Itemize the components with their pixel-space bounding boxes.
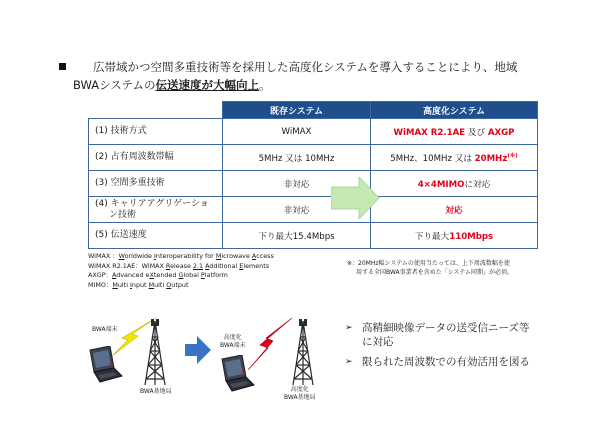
footnote: ※：20MHz幅システムの使用当たっては、上下周波数幅を使 用する全国BWA事業者を含めた「システム同期」が必須。 bbox=[347, 260, 514, 276]
square-bullet-icon bbox=[59, 63, 66, 70]
row-item-label: (3) 空間多重技術 bbox=[89, 171, 223, 197]
arrow-bullet-icon: ➢ bbox=[345, 323, 353, 333]
green-arrow-icon bbox=[331, 177, 379, 219]
table-row bbox=[89, 145, 538, 171]
abbreviation-line: AXGP：Advanced eXtended Global Platform bbox=[88, 271, 228, 279]
row-item-label: (4) キャリアアグリゲーショ ン技術 bbox=[89, 197, 223, 223]
table-row bbox=[89, 171, 538, 197]
intro-highlight: 伝送速度が大幅向上 bbox=[155, 78, 259, 92]
intro-paragraph bbox=[73, 58, 573, 94]
row-item-label: (5) 伝送速度 bbox=[89, 223, 223, 249]
row-advanced-value: 対応 bbox=[371, 197, 538, 223]
key-point: ➢ 限られた周波数での有効活用を図る bbox=[345, 356, 530, 368]
row-item-label: (2) 占有周波数帯幅 bbox=[89, 145, 223, 171]
row-existing-value: WiMAX bbox=[223, 119, 371, 145]
arrow-bullet-icon: ➢ bbox=[345, 357, 353, 367]
intro-line-1: 広帯域かつ空間多重技術等を採用した高度化システムを導入することにより、地域 bbox=[93, 60, 518, 74]
table-row bbox=[89, 223, 538, 249]
row-existing-value: 非対応 bbox=[223, 197, 371, 223]
row-advanced-value: WiMAX R2.1AE 及び AXGP bbox=[371, 119, 538, 145]
table-row bbox=[89, 197, 538, 223]
abbreviation-list bbox=[88, 252, 274, 290]
comparison-table bbox=[88, 101, 538, 249]
red-lightning-icon bbox=[246, 318, 294, 370]
key-point: ➢ 高精細映像データの送受信ニーズ等 に対応 bbox=[345, 322, 530, 348]
base-station-tower-icon bbox=[142, 317, 168, 387]
advanced-base-station-tower-icon bbox=[290, 317, 316, 387]
intro-line-2: BWAシステムの伝送速度が大幅向上。 bbox=[73, 78, 271, 92]
row-existing-value: 5MHz 又は 10MHz bbox=[223, 145, 371, 171]
base-station-label: BWA基地局 bbox=[140, 388, 172, 395]
abbreviation-line: MIMO：Multi Input Multi Output bbox=[88, 280, 189, 289]
header-existing-system: 既存システム bbox=[223, 102, 371, 119]
signal-mark-icon: ≈ bbox=[241, 368, 247, 376]
row-advanced-value: 下り最大110Mbps bbox=[371, 223, 538, 249]
advanced-base-station-label: 高度化 BWA基地局 bbox=[284, 386, 316, 401]
key-points bbox=[345, 321, 565, 375]
table-header-row bbox=[89, 102, 538, 119]
abbreviation-line: WiMAX R2.1AE：WiMAX Release 2.1 Additional Elements bbox=[88, 261, 270, 270]
row-item-label: (1) 技術方式 bbox=[89, 119, 223, 145]
row-existing-value: 非対応 bbox=[223, 171, 371, 197]
row-advanced-value: 5MHz、10MHz 又は 20MHz(※) bbox=[371, 145, 538, 171]
signal-mark-icon: ≈ bbox=[108, 361, 114, 369]
row-advanced-value: 4×4MIMOに対応 bbox=[371, 171, 538, 197]
table-row bbox=[89, 119, 538, 145]
row-existing-value: 下り最大15.4Mbps bbox=[223, 223, 371, 249]
terminal-label: BWA端末 bbox=[92, 326, 118, 333]
blue-right-arrow-icon bbox=[185, 336, 211, 364]
advanced-terminal-label: 高度化 BWA端末 bbox=[220, 334, 246, 349]
table-corner-cell bbox=[89, 102, 223, 119]
header-advanced-system: 高度化システム bbox=[371, 102, 538, 119]
abbreviation-line: WiMAX ：Worldwide Interoperability for Microwave Access bbox=[88, 252, 274, 260]
